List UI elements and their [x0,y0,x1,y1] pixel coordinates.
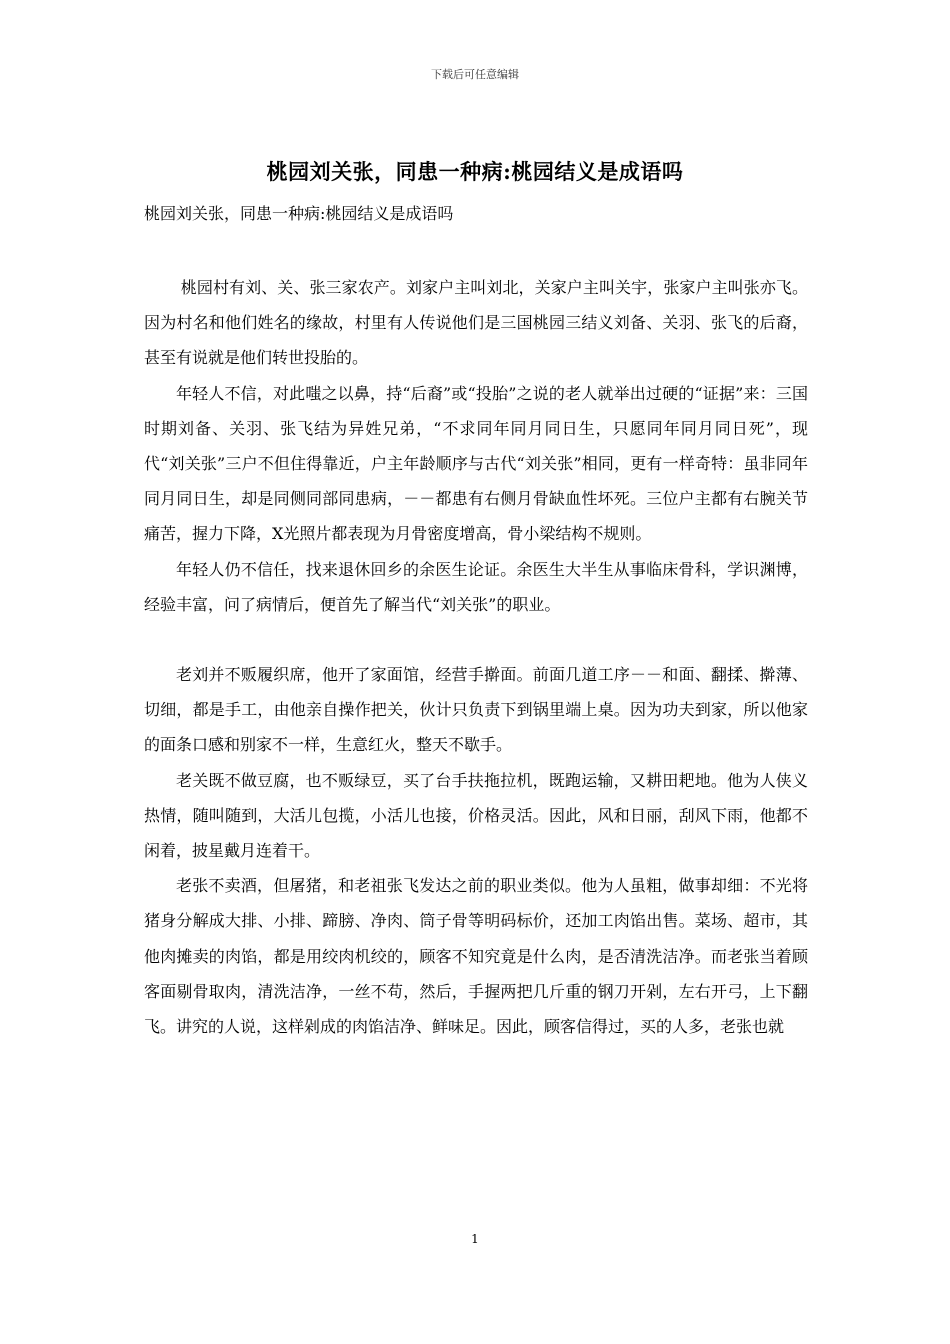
document-subtitle: 桃园刘关张，同患一种病:桃园结义是成语吗 [144,204,454,223]
body-paragraph: 老刘并不贩履织席，他开了家面馆，经营手擀面。前面几道工序－－和面、翻揉、擀薄、切细，都是手工，由他亲自操作把关，伙计只负责下到锅里端上桌。因为功夫到家，所以他家的面条口感和别家不一样，生意红火，整天不歇手。 [144,665,808,755]
body-paragraph: 年轻人仍不信任，找来退休回乡的余医生论证。余医生大半生从事临床骨科，学识渊博，经验丰富，问了病情后，便首先了解当代“刘关张”的职业。 [144,559,808,614]
document-title: 桃园刘关张，同患一种病:桃园结义是成语吗 [266,159,684,184]
body-paragraph: 年轻人不信，对此嗤之以鼻，持“后裔”或“投胎”之说的老人就举出过硬的“证据”来：三国时期刘备、关羽、张飞结为异姓兄弟，“不求同年同月同日生，只愿同年同月同日死”，现代“刘关张”三户不但住得靠近，户主年龄顺序与古代“刘关张”相同，更有一样奇特：虽非同年同月同日生，却是同侧同部同患病，－－都患有右侧月骨缺血性坏死。三位户主都有右腕关节痛苦，握力下降，X光照片都表现为月骨密度增高，骨小梁结构不规则。 [144,383,808,544]
page-header-note: 下载后可任意编辑 [431,68,519,81]
body-paragraph: 老关既不做豆腐，也不贩绿豆，买了台手扶拖拉机，既跑运输，又耕田耙地。他为人侠义热情，随叫随到，大活儿包揽，小活儿也接，价格灵活。因此，风和日丽，刮风下雨，他都不闲着，披星戴月连着干。 [144,770,808,861]
body-paragraph: 桃园村有刘、关、张三家农产。刘家户主叫刘北，关家户主叫关宇，张家户主叫张亦飞。因为村名和他们姓名的缘故，村里有人传说他们是三国桃园三结义刘备、关羽、张飞的后裔，甚至有说就是他们转世投胎的。 [144,278,808,368]
page-number: 1 [471,1232,479,1246]
body-paragraph: 老张不卖酒，但屠猪，和老祖张飞发达之前的职业类似。他为人虽粗，做事却细：不光将猪身分解成大排、小排、蹄膀、净肉、筒子骨等明码标价，还加工肉馅出售。菜场、超市，其他肉摊卖的肉馅，都是用绞肉机绞的，顾客不知究竟是什么肉，是否清洗洁净。而老张当着顾客面剔骨取肉，清洗洁净，一丝不苟，然后，手握两把几斤重的钢刀开剁，左右开弓，上下翻飞。讲究的人说，这样剁成的肉馅洁净、鲜味足。因此，顾客信得过，买的人多，老张也就 [144,876,808,1037]
document-body [144,270,808,1044]
